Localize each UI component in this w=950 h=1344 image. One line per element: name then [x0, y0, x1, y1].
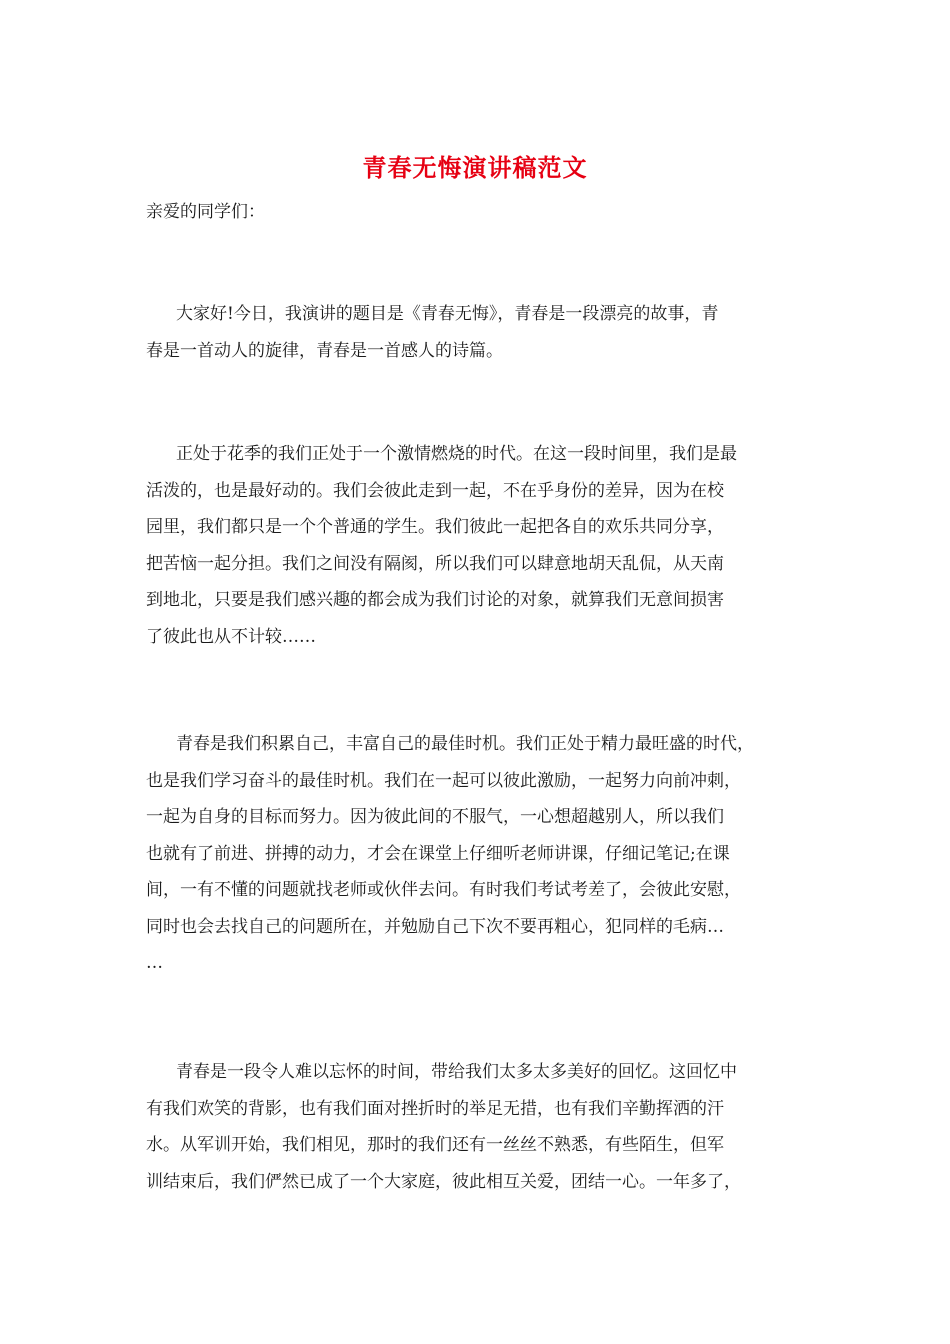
paragraph-line: 到地北，只要是我们感兴趣的都会成为我们讨论的对象，就算我们无意间损害 — [146, 590, 724, 610]
paragraph-line: 同时也会去找自己的问题所在，并勉励自己下次不要再粗心，犯同样的毛病… — [146, 916, 724, 937]
paragraph-line: 青春是我们积累自己，丰富自己的最佳时机。我们正处于精力最旺盛的时代， — [176, 734, 754, 754]
paragraph-line: 水。从军训开始，我们相见，那时的我们还有一丝丝不熟悉，有些陌生，但军 — [146, 1135, 724, 1155]
paragraph-line: 园里，我们都只是一个个普通的学生。我们彼此一起把各自的欢乐共同分享， — [146, 517, 724, 537]
paragraph-line: 间，一有不懂的问题就找老师或伙伴去问。有时我们考试考差了，会彼此安慰， — [146, 880, 741, 900]
paragraph-1 — [146, 296, 808, 369]
paragraph-line: 把苦恼一起分担。我们之间没有隔阂，所以我们可以肆意地胡天乱侃，从天南 — [146, 553, 724, 574]
paragraph-line: 有我们欢笑的背影，也有我们面对挫折时的举足无措，也有我们辛勤挥洒的汗 — [146, 1098, 724, 1119]
paragraph-line: 活泼的，也是最好动的。我们会彼此走到一起，不在乎身份的差异，因为在校 — [146, 480, 724, 501]
greeting-line: 亲爱的同学们： — [146, 202, 265, 222]
paragraph-line: 春是一首动人的旋律，青春是一首感人的诗篇。 — [146, 340, 503, 361]
paragraph-line: … — [146, 953, 163, 973]
paragraph-line: 训结束后，我们俨然已成了一个大家庭，彼此相互关爱，团结一心。一年多了， — [146, 1171, 741, 1192]
paragraph-2 — [146, 436, 808, 655]
paragraph-3 — [146, 726, 808, 982]
paragraph-line: 也就有了前进、拼搏的动力，才会在课堂上仔细听老师讲课，仔细记笔记;在课 — [146, 843, 730, 864]
paragraph-line: 大家好!今日，我演讲的题目是《青春无悔》，青春是一段漂亮的故事，青 — [176, 304, 719, 324]
paragraph-line: 了彼此也从不计较…… — [146, 626, 316, 647]
document-title: 青春无悔演讲稿范文 — [362, 153, 588, 182]
paragraph-line: 一起为自身的目标而努力。因为彼此间的不服气，一心想超越别人，所以我们 — [146, 807, 724, 827]
paragraph-line: 也是我们学习奋斗的最佳时机。我们在一起可以彼此激励，一起努力向前冲刺， — [146, 770, 741, 791]
paragraph-line: 青春是一段令人难以忘怀的时间，带给我们太多太多美好的回忆。这回忆中 — [176, 1062, 737, 1082]
paragraph-4 — [146, 1054, 808, 1200]
paragraph-line: 正处于花季的我们正处于一个激情燃烧的时代。在这一段时间里，我们是最 — [176, 444, 737, 464]
